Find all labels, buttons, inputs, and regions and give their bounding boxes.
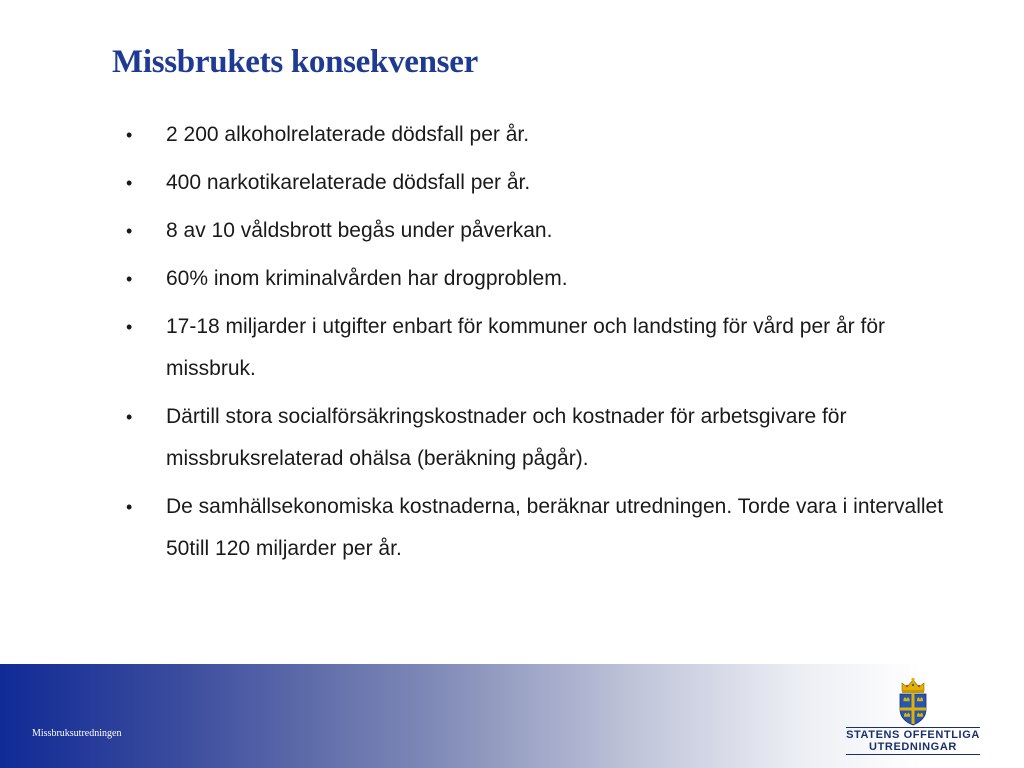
footer-label: Missbruksutredningen <box>32 728 122 739</box>
bullet-marker: • <box>126 317 133 337</box>
logo-text-line1: STATENS OFFENTLIGA <box>846 729 980 741</box>
bullet-text: Därtill stora socialförsäkringskostnader och kostnader för arbetsgivare för missbruksrelaterad ohälsa (beräkning pågår). <box>166 405 847 470</box>
swedish-coat-of-arms-icon <box>897 676 929 726</box>
bullet-marker: • <box>126 221 133 241</box>
bullet-item <box>126 396 946 480</box>
bullet-item <box>126 162 946 204</box>
slide-title: Missbrukets konsekvenser <box>112 44 478 80</box>
bullet-marker: • <box>126 497 133 517</box>
shield-icon <box>900 694 926 725</box>
logo-divider-top <box>846 727 980 728</box>
bullet-text: 2 200 alkoholrelaterade dödsfall per år. <box>166 123 530 146</box>
sou-logo <box>846 676 980 756</box>
bullet-text: 8 av 10 våldsbrott begås under påverkan. <box>166 219 553 242</box>
bullet-item <box>126 486 946 570</box>
bullet-text: 400 narkotikarelaterade dödsfall per år. <box>166 171 531 194</box>
crown-icon <box>902 678 924 693</box>
bullet-text: De samhällsekonomiska kostnaderna, beräknar utredningen. Torde vara i intervallet 50till 120 miljarder per år. <box>166 495 944 560</box>
bullet-marker: • <box>126 173 133 193</box>
bullet-item <box>126 210 946 252</box>
logo-divider-bottom <box>846 754 980 755</box>
bullet-marker: • <box>126 407 133 427</box>
bullet-item <box>126 306 946 390</box>
bullet-list <box>126 114 946 576</box>
bullet-marker: • <box>126 125 133 145</box>
bullet-item <box>126 258 946 300</box>
bullet-item <box>126 114 946 156</box>
bullet-text: 17-18 miljarder i utgifter enbart för kommuner och landsting för vård per år för missbruk. <box>166 315 885 380</box>
bullet-text: 60% inom kriminalvården har drogproblem. <box>166 267 568 290</box>
bullet-marker: • <box>126 269 133 289</box>
logo-text-line2: UTREDNINGAR <box>869 741 957 753</box>
